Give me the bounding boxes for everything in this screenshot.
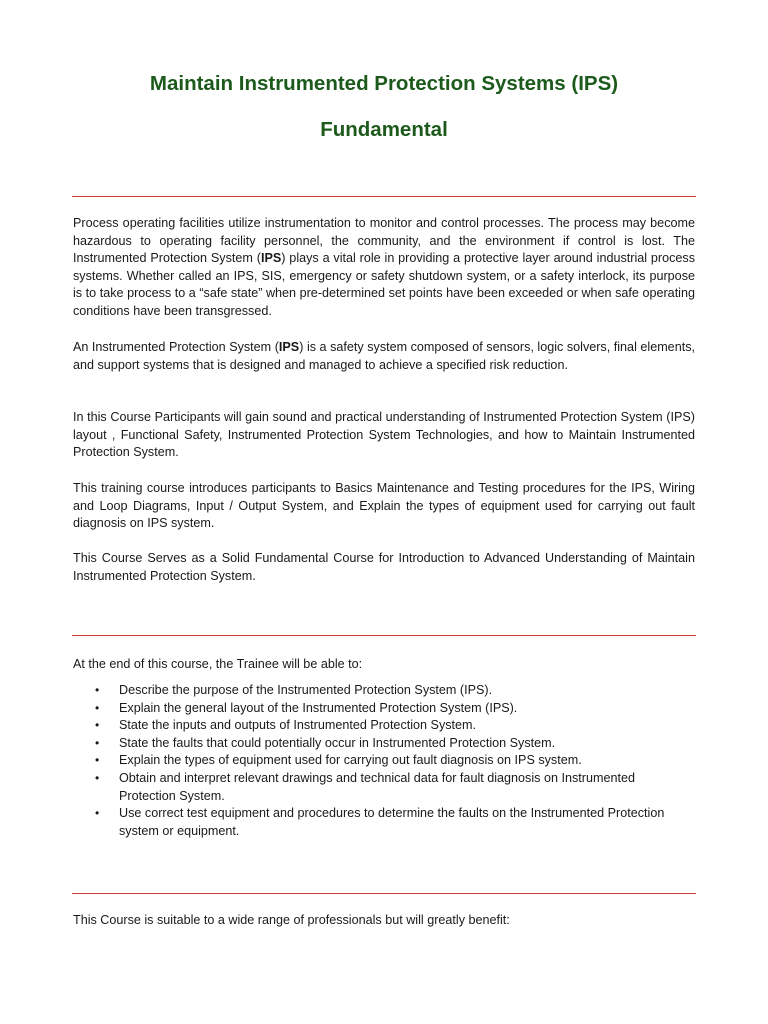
section-divider (72, 196, 696, 197)
course-foundation-paragraph: This Course Serves as a Solid Fundamental Course for Introduction to Advanced Understanding of Maintain Instrumented Protection System. (73, 551, 695, 583)
section-divider (72, 893, 696, 894)
bullet-icon: • (95, 753, 100, 768)
ips-abbreviation: IPS (278, 340, 300, 354)
bullet-icon: • (95, 770, 100, 785)
section-divider (72, 635, 696, 636)
intro-paragraph (73, 215, 695, 321)
course-subtitle: Fundamental (320, 118, 448, 141)
bullet-icon: • (95, 683, 100, 697)
objectives-list (95, 682, 695, 840)
list-item-text: Explain the types of equipment used for carrying out fault diagnosis on IPS system. (119, 753, 582, 768)
list-item (95, 752, 695, 770)
list-item (95, 682, 695, 700)
list-item (95, 805, 695, 840)
definition-paragraph-text: ) is a safety system composed of sensors, logic solvers, final elements, and support systems that is designed and managed to achieve a specified risk reduction. (73, 340, 695, 372)
list-item-text: State the faults that could potentially occur in Instrumented Protection System. (119, 735, 556, 750)
definition-paragraph (73, 339, 695, 374)
course-title: Maintain Instrumented Protection Systems (IPS) (149, 72, 619, 95)
intro-paragraph-text: Process operating facilities utilize instrumentation to monitor and control processes. The process may become hazardous to operating facility personnel, the community, and the environment if control is lost. The Instrumented Protection System ( (73, 216, 695, 266)
list-item (95, 770, 695, 805)
bullet-icon: • (95, 735, 100, 750)
intro-paragraph-text: ) plays a vital role in providing a protective layer around industrial process systems. Whether called an IPS, SIS, emergency or safety shutdown system, or a safety interlock, its purpose is to take process to a “safe state” when pre-determined set points have been exceeded or when safe operating conditions have been transgressed. (73, 251, 696, 318)
ips-abbreviation: IPS (260, 251, 282, 266)
list-item (95, 735, 695, 753)
list-item (95, 700, 695, 718)
bullet-icon: • (95, 700, 100, 715)
bullet-icon: • (95, 806, 100, 821)
course-scope-paragraph: This training course introduces participants to Basics Maintenance and Testing procedures for the IPS, Wiring and Loop Diagrams, Input / Output System, and Explain the types of equipment used for carrying out fault diagnosis on IPS system. (73, 481, 695, 531)
list-item-text: Explain the general layout of the Instrumented Protection System (IPS). (119, 700, 518, 715)
audience-lead: This Course is suitable to a wide range of professionals but will greatly benefit: (73, 913, 510, 927)
bullet-icon: • (95, 718, 100, 733)
definition-paragraph-text: An Instrumented Protection System ( (73, 340, 279, 354)
list-item (95, 717, 695, 735)
list-item-text: Use correct test equipment and procedures to determine the faults on the Instrumented Protection system or equipment. (119, 806, 665, 838)
list-item-text: State the inputs and outputs of Instrumented Protection System. (119, 718, 477, 733)
list-item-text: Describe the purpose of the Instrumented Protection System (IPS). (119, 683, 493, 697)
objectives-lead: At the end of this course, the Trainee will be able to: (73, 657, 363, 671)
course-participants-paragraph: In this Course Participants will gain sound and practical understanding of Instrumented Protection System (IPS) layout , Functional Safety, Instrumented Protection System Technologies, and how to Maintain Instrumented Protection System. (73, 410, 695, 460)
list-item-text: Obtain and interpret relevant drawings and technical data for fault diagnosis on Instrumented Protection System. (119, 770, 635, 803)
